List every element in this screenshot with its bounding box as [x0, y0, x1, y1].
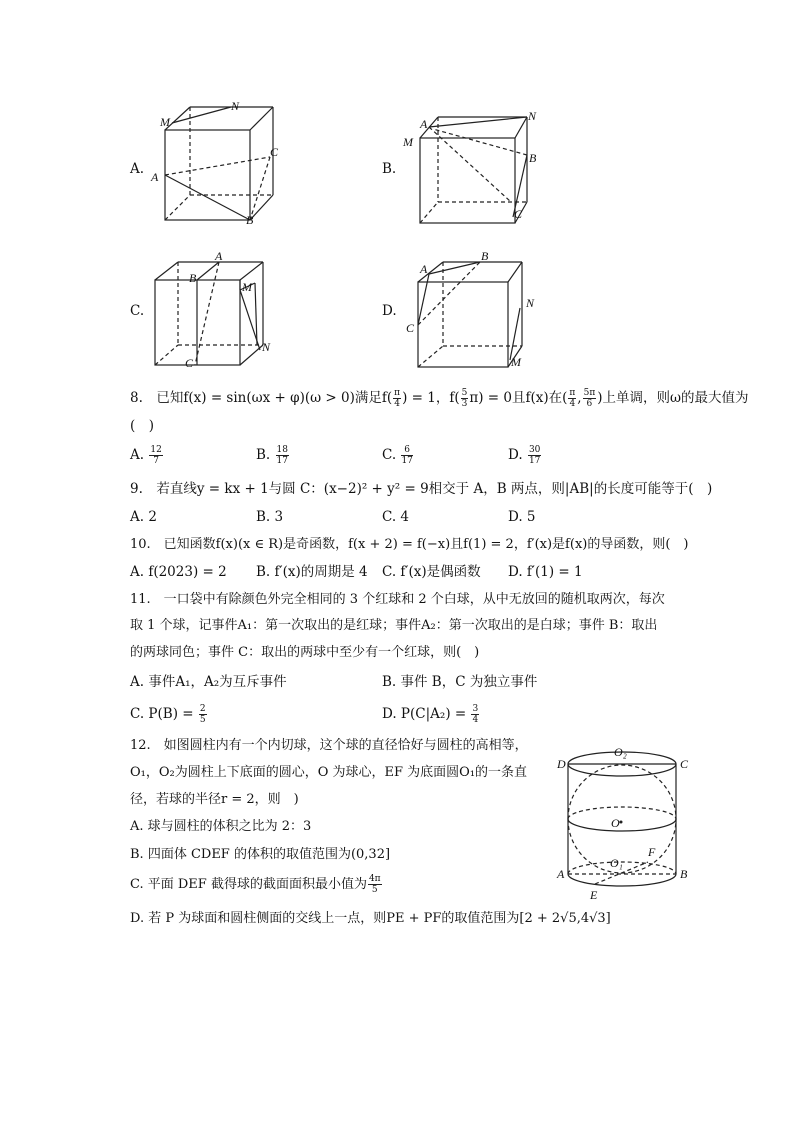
- point-o: O: [611, 816, 620, 830]
- q8-option-a: A. $\frac{12}{7}$: [130, 445, 162, 466]
- option-d-label: D.: [382, 303, 397, 319]
- q11-line2: 取 1 个球，记事件A₁：第一次取出的是红球；事件A₂：第一次取出的是白球；事件 B：取出: [130, 618, 658, 633]
- fraction: $\frac{\pi}{4}$: [569, 388, 576, 409]
- q12-option-b: B. 四面体 CDEF 的体积的取值范围为(0,32]: [130, 847, 391, 862]
- q9-option-b: B. 3: [256, 509, 284, 525]
- point-b: B: [529, 151, 537, 165]
- q10-option-a: A. f(2023) = 2: [130, 564, 227, 580]
- point-o2: O₂: [614, 745, 627, 759]
- q11-line3: 的两球同色；事件 C：取出的两球中至少有一个红球，则( ): [130, 645, 480, 660]
- q9-stem: 9. 若直线y = kx + 1与圆 C：(x−2)² + y² = 9相交于 A，B 两点，则|AB|的长度可能等于( ): [130, 481, 713, 497]
- q8-paren: ( ): [130, 418, 155, 434]
- point-a: A: [557, 867, 565, 881]
- q11-option-c: C. P(B) = $\frac{2}{5}$: [130, 704, 206, 725]
- q8-stem: 8. 已知f(x) = sin(ωx + φ)(ω > 0)满足f( $\frac{\pi}{4}$ ) = 1，f( $\frac{5}{3}$ π) = 0且f(x)在( $\frac{\pi}{4}$ , $\frac{5\pi}{6}$ )上单调，则ω的最大值为: [130, 388, 749, 409]
- q9-option-c: C. 4: [382, 509, 410, 525]
- point-e: E: [590, 888, 598, 902]
- q10-option-c: C. f′(x)是偶函数: [382, 564, 481, 580]
- q10-option-b: B. f′(x)的周期是 4: [256, 564, 368, 580]
- point-c: C: [270, 145, 279, 159]
- point-a: A: [215, 249, 223, 263]
- point-n: N: [231, 99, 240, 113]
- q12-option-d: D. 若 P 为球面和圆柱侧面的交线上一点，则PE + PF的取值范围为[2 + 2√5,4√3]: [130, 911, 611, 926]
- point-c: C: [680, 757, 689, 771]
- point-n: N: [262, 340, 271, 354]
- option-c-label: C.: [130, 303, 145, 319]
- q8-option-b: B. $\frac{18}{17}$: [256, 445, 288, 466]
- point-n: N: [528, 109, 537, 123]
- q10-option-d: D. f′(1) = 1: [508, 564, 583, 580]
- point-n: N: [526, 296, 535, 310]
- fraction: $\frac{5\pi}{6}$: [583, 388, 596, 409]
- q12-line3: 径，若球的半径r = 2，则 ): [130, 792, 299, 807]
- q9-option-d: D. 5: [508, 509, 536, 525]
- point-m: M: [242, 280, 252, 294]
- q11-option-d: D. P(C|A₂) = $\frac{3}{4}$: [382, 704, 479, 725]
- q8-option-c: C. $\frac{6}{17}$: [382, 445, 413, 466]
- q11-option-a: A. 事件A₁，A₂为互斥事件: [130, 674, 287, 690]
- point-d: D: [557, 757, 566, 771]
- point-b: B: [246, 213, 254, 227]
- fraction: $\frac{\pi}{4}$: [394, 388, 401, 409]
- point-c: C: [406, 321, 415, 335]
- q12-option-c: C. 平面 DEF 截得球的截面面积最小值为 $\frac{4\pi}{5}$: [130, 874, 381, 895]
- fraction: $\frac{5}{3}$: [461, 388, 468, 409]
- point-a: A: [151, 170, 159, 184]
- point-m: M: [403, 135, 413, 149]
- cylinder-sphere-figure: [560, 742, 690, 902]
- point-m: M: [511, 355, 521, 369]
- q11-line1: 11. 一口袋中有除颜色外完全相同的 3 个红球和 2 个白球，从中无放回的随机取两次，每次: [130, 592, 665, 607]
- point-b: B: [680, 867, 688, 881]
- option-a-label: A.: [130, 161, 145, 177]
- point-c: C: [185, 356, 194, 370]
- point-b: B: [189, 271, 197, 285]
- option-b-label: B.: [382, 161, 397, 177]
- point-f: F: [648, 845, 656, 859]
- point-a: A: [420, 262, 428, 276]
- q9-option-a: A. 2: [130, 509, 157, 525]
- point-m: M: [160, 115, 170, 129]
- point-c: C: [514, 207, 523, 221]
- q10-stem: 10. 已知函数f(x)(x ∈ R)是奇函数，f(x + 2) = f(−x)且f(1) = 2，f′(x)是f(x)的导函数，则( ): [130, 537, 689, 552]
- q12-line1: 12. 如图圆柱内有一个内切球，这个球的直径恰好与圆柱的高相等，: [130, 738, 528, 753]
- q12-option-a: A. 球与圆柱的体积之比为 2：3: [130, 819, 312, 834]
- point-o1: O₁: [610, 856, 623, 870]
- point-a: A: [420, 117, 428, 131]
- q12-line2: O₁，O₂为圆柱上下底面的圆心，O 为球心，EF 为底面圆O₁的一条直: [130, 765, 528, 780]
- q8-option-d: D. $\frac{30}{17}$: [508, 445, 541, 466]
- q11-option-b: B. 事件 B，C 为独立事件: [382, 674, 538, 690]
- point-b: B: [481, 249, 489, 263]
- cube-figure-c: [145, 250, 275, 375]
